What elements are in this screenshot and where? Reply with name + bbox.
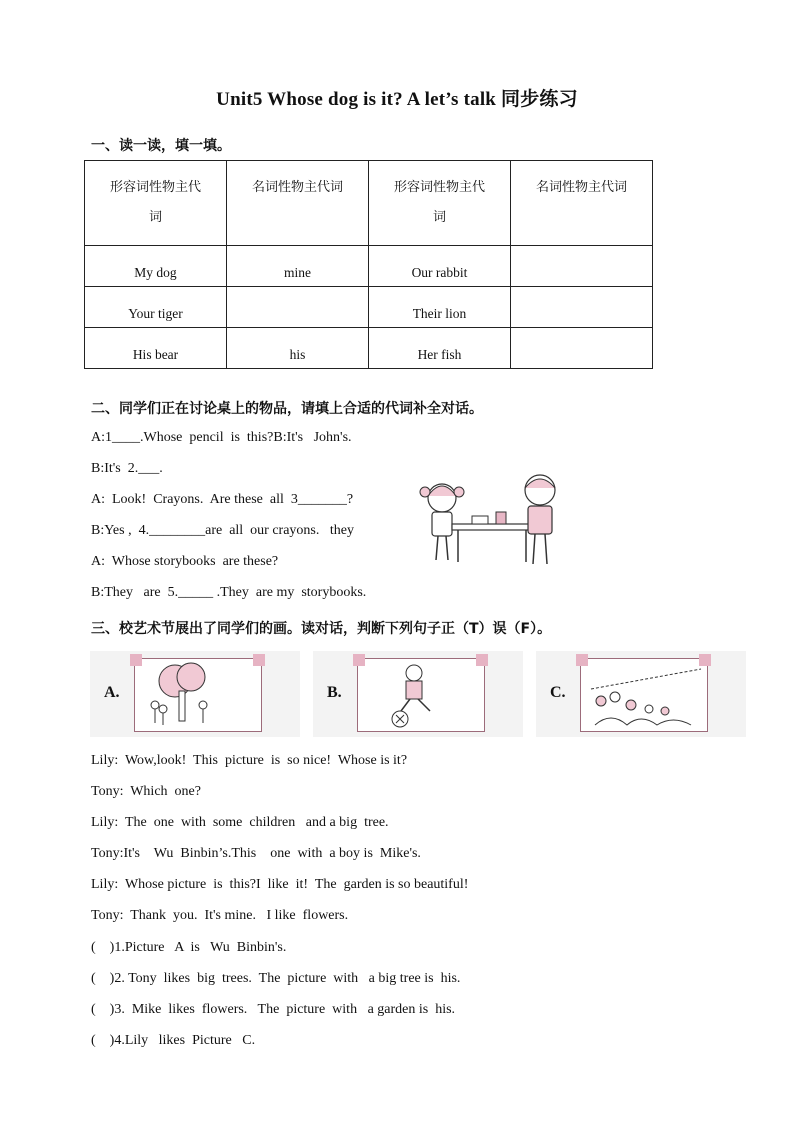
dialogue-line: B:Yes , 4.________are all our crayons. they	[91, 523, 354, 538]
table-header-cell: 名词性物主代词	[227, 161, 369, 246]
table-header-cell: 形容词性物主代 词	[369, 161, 511, 246]
dialogue-line: Lily: The one with some children and a big tree.	[91, 815, 389, 830]
table-row	[85, 246, 653, 287]
garden-flowers-icon	[580, 658, 708, 732]
page-title: Unit5 Whose dog is it? A let’s talk 同步练习	[216, 89, 578, 110]
dialogue-line: A: Whose storybooks are these?	[91, 554, 279, 569]
section-2-heading: 二、同学们正在讨论桌上的物品，请填上合适的代词补全对话。	[91, 401, 483, 417]
table-cell: Your tiger	[85, 287, 227, 328]
dialogue-line: Tony: Thank you. It's mine. I like flowers.	[91, 908, 349, 923]
dialogue-line: Tony:It's Wu Binbin’s.This one with a boy is Mike's.	[91, 846, 421, 861]
picture-label: C.	[550, 684, 566, 701]
judgement-item[interactable]: ( )2. Tony likes big trees. The picture with a big tree is his.	[91, 971, 461, 986]
table-cell: Our rabbit	[369, 246, 511, 287]
tree-children-icon	[134, 658, 262, 732]
judgement-item[interactable]: ( )3. Mike likes flowers. The picture with a garden is his.	[91, 1002, 456, 1017]
table-cell: My dog	[85, 246, 227, 287]
table-cell-blank[interactable]	[511, 287, 653, 328]
table-cell-blank[interactable]	[511, 246, 653, 287]
frame-corner	[699, 654, 711, 666]
table-cell: his	[227, 328, 369, 369]
picture-c-frame	[536, 651, 746, 737]
pronoun-table	[84, 160, 653, 369]
frame-corner	[476, 654, 488, 666]
table-header-cell: 名词性物主代词	[511, 161, 653, 246]
dialogue-line: Tony: Which one?	[91, 784, 201, 799]
judgement-item[interactable]: ( )4.Lily likes Picture C.	[91, 1033, 256, 1048]
frame-corner	[353, 654, 365, 666]
picture-b-frame	[313, 651, 523, 737]
picture-label: B.	[327, 684, 342, 701]
frame-corner	[253, 654, 265, 666]
frame-corner	[576, 654, 588, 666]
table-cell: His bear	[85, 328, 227, 369]
section-3-heading: 三、校艺术节展出了同学们的画。读对话，判断下列句子正（T）误（F）。	[91, 621, 552, 637]
dialogue-line: A:1____.Whose pencil is this?B:It's John's.	[91, 430, 352, 445]
boy-football-icon	[357, 658, 485, 732]
dialogue-line: Lily: Wow,look! This picture is so nice! Whose is it?	[91, 753, 408, 768]
table-cell-blank[interactable]	[511, 328, 653, 369]
judgement-item[interactable]: ( )1.Picture A is Wu Binbin's.	[91, 940, 287, 955]
table-cell: Their lion	[369, 287, 511, 328]
dialogue-line: A: Look! Crayons. Are these all 3_______?	[91, 492, 354, 507]
table-cell-blank[interactable]	[227, 287, 369, 328]
table-header-row	[85, 161, 653, 246]
dialogue-line: B:They are 5._____ .They are my storybooks.	[91, 585, 367, 600]
dialogue-line: Lily: Whose picture is this?I like it! The garden is so beautiful!	[91, 877, 469, 892]
table-row	[85, 287, 653, 328]
table-cell: Her fish	[369, 328, 511, 369]
children-desk-illustration	[412, 470, 572, 570]
table-cell: mine	[227, 246, 369, 287]
frame-corner	[130, 654, 142, 666]
table-header-cell: 形容词性物主代 词	[85, 161, 227, 246]
dialogue-line: B:It's 2.___.	[91, 461, 163, 476]
section-1-heading: 一、读一读，填一填。	[91, 138, 231, 154]
table-row	[85, 328, 653, 369]
picture-a-frame	[90, 651, 300, 737]
picture-label: A.	[104, 684, 120, 701]
